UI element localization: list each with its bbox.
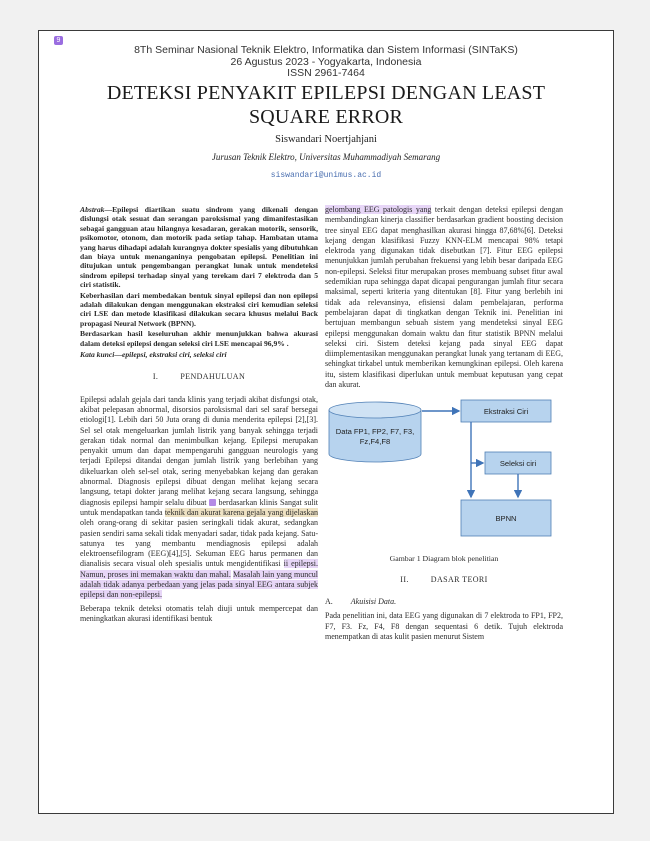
issn: ISSN 2961-7464 xyxy=(287,67,365,79)
section-1-title: PENDAHULUAN xyxy=(180,372,246,382)
abstract-p2: Keberhasilan dari membedakan bentuk sinyal epilepsi dan non epilepsi adalah dilakukan dengan menggunakan ekstraksi ciri kemudian seleksi ciri LSE dan metode klasifikasi dilakukan secara khusus melalui Back propagasi Neural Network (BPNN). xyxy=(80,290,318,328)
conference-header xyxy=(39,45,613,80)
title-line-2: SQUARE ERROR xyxy=(248,106,404,128)
intro-paragraph-1 xyxy=(80,395,318,601)
subsection-a-heading xyxy=(325,597,563,607)
selection-label: Seleksi ciri xyxy=(499,459,537,469)
abstract-p1 xyxy=(80,205,318,290)
section-1-heading xyxy=(80,372,318,382)
left-column xyxy=(80,205,318,627)
paper-title xyxy=(39,81,613,129)
right-column xyxy=(325,205,563,642)
author-affiliation: Jurusan Teknik Elektro, Universitas Muhammadiyah Semarang xyxy=(211,152,441,162)
author-name: Siswandari Noertjahjani xyxy=(275,134,377,145)
section-2-title: DASAR TEORI xyxy=(430,574,488,584)
section-1-number: I. xyxy=(152,372,159,382)
conference-date: 26 Agustus 2023 - Yogyakarta, Indonesia xyxy=(230,55,422,68)
data-label-line-2: Fz,F4,F8 xyxy=(359,437,391,447)
highlight-purple-3[interactable]: gelombang EEG patologis yang xyxy=(325,205,432,214)
intro-continuation xyxy=(325,205,563,390)
intro-continuation-text: terkait dengan deteksi epilepsi dengan membandingkan kinerja classifier berdasarkan gradient boosting decision tree sinyal EEG dapat menghasilkan akurasi hingga 87,68%[6]. Deteksi kejang dengan klasifikasi Fuzzy KNN-ELM mencapai 98% tetapi elektroda yang digunakan tidak disebutkan [7]. Fitur EEG epilepsi menunjukkan jumlah perubahan frekuensi yang lebih besar daripada EEG non-epilepsi. Seleksi fitur merupakan proses membuang subset fitur awal sedemikian rupa sehingga dapat dicapai pengurangan jumlah fitur secara maksimal, seperti kriteria yang ditentukan [8]. Fitur yang berlebih ini tidak ada relevansinya, efisiensi dalam pembelajaran, performa pembelajaran dapat di tingkatkan dengan Teknik ini. Penelitian ini bertujuan membangun sebuah sistem yang mendeteksi sinyal EEG epilepsi menggunakan domain waktu dan fitur statistik BPNN melalui seleksi ciri. Sistem deteksi kejang pada sinyal EEG dapat diimplementasikan menggunakan perangkat lunak yang tertanam di EEG, sehingkat tirkabel untuk memberikan kemungkinan epilepsi. Oleh karena itu, sistem klasifikasi diperlukan untuk membuat keputusan yang cepat dan akurat. xyxy=(325,205,563,390)
section-1-body xyxy=(80,395,318,625)
intro-text-a: Epilepsi adalah gejala dari tanda klinis yang terjadi akibat disfungsi otak, akibat pelepasan abnormal, disorsios paroksismal dari sel saraf bersegai etiologi[1]. Lebih dari 50 Juta orang di dunia menderita epilepsi [2],[3]. Sel sel otak mengeluarkan jumlah listrik yang banyak sehingga terjadi gerakan tidak normal dan menimbulkan kejang. Epilepsi merupakan penyakit umum dan dapat mempengaruhi gangguan neurologis yang terjadi Epilepsi ditandai dengan jumlah listrik yang berlebihan yang dikeluarkan oleh sel-sel otak, sering menyebabkan kejang dan gerakan abnormal. Diagnosis epilepsi dibuat dengan melihat kejang secara langsung, tetapi dokter jarang melihat kejang secara langsung, sehingga diagnosis epilepsi hampir selalu dibuat xyxy=(80,394,318,507)
intro-text-d: oleh orang-orang di sekitar pasien seringkali tidak akurat, sedangkan pasien sendiri sama sekali tidak menyadari sadar, tidak pada kejang. Satu-satunya tes yang membantu mendiagnosis epilepsi adalah elektroensefilogram (EEG)[4],[5]. Sekuman EEG harus permanen dan dianalisis secara visual oleh spesialis untuk mengidentifikasi xyxy=(80,518,318,569)
bpnn-label: BPNN xyxy=(495,514,517,524)
block-diagram xyxy=(325,398,563,548)
section-2-number: II. xyxy=(400,574,409,584)
block-diagram-svg xyxy=(325,398,563,548)
intro-paragraph-2: Beberapa teknik deteksi otomatis telah diuji untuk mempercepat dan meningkatkan akurasi identifikasi bentuk xyxy=(80,603,318,623)
subsection-a-number: A. xyxy=(325,596,333,606)
keywords: Kata kunci—epilepsi, ekstraksi ciri, seleksi ciri xyxy=(80,350,227,360)
title-line-1: DETEKSI PENYAKIT EPILEPSI DENGAN LEAST xyxy=(106,82,546,104)
abstract-text-1: —Epilepsi diartikan suatu sindrom yang dikenali dengan dislungsi otak sesuat dan serangan paroksismal yang dimanifestasikan sebagai gangguan atau hilangnya kesadaran, gerakan motorik, sensorik, psikomotor, otonom, dan motorik pada setiap tahap. Hambatan utama yang harus dihadapi adalah kurangnya dokter spesialis yang dibutuhkan dan biaya untuk menanganinya pengobatan epilepsi. Penelitian ini ditujukan untuk pengembangan perangkat lunak untuk mendeteksi sindrom epilepsi terhadap sinyal yang terekam dari 7 elektroda dan 5 ciri statistik. xyxy=(80,205,318,290)
highlight-purple-2[interactable]: Masalah lain yang muncul adalah tidak adanya perbedaan yang jelas pada sinyal EEG antara subjek epilepsi dan non-epilepsi. xyxy=(80,569,319,600)
figure-caption: Gambar 1 Diagram blok penelitian xyxy=(389,554,499,564)
data-label-line-1: Data FP1, FP2, F7, F3, xyxy=(335,427,415,437)
conference-name: 8Th Seminar Nasional Teknik Elektro, Informatika dan Sistem Informasi (SINTaKS) xyxy=(134,44,518,56)
extraction-label: Ekstraksi Ciri xyxy=(483,407,529,417)
highlight-tan-1[interactable]: teknik dan akurat karena gejala yang dijelaskan xyxy=(164,507,319,517)
intro-text-b: berdasarkan klinis Sangat sulit untuk mendapatkan tanda xyxy=(80,497,319,517)
highlight-purple-1[interactable]: ii epilepsi. Namun, proses ini memakan waktu dan mahal. xyxy=(80,559,318,579)
author-email[interactable]: siswandari@unimus.ac.id xyxy=(270,171,382,180)
section-2-heading xyxy=(325,575,563,585)
abstract xyxy=(80,205,318,348)
subsection-a-title: Akuisisi Data. xyxy=(350,596,397,606)
paper-page xyxy=(38,30,614,814)
highlight-marker-icon[interactable] xyxy=(209,499,216,506)
abstract-lead: Abstrak xyxy=(80,205,105,214)
data-acquisition-paragraph: Pada penelitian ini, data EEG yang digunakan di 7 elektroda to FP1, FP2, F7, F3. Fz, F4, F8 dengan sequentasi 6 detik. Tujuh elektroda menempatkan di atas kulit pasien menurut Sistem xyxy=(325,611,563,641)
abstract-p3: Berdasarkan hasil keseluruhan akhir menunjukkan bahwa akurasi dalam deteksi epilepsi dengan seleksi ciri LSE mencapai 96,9% . xyxy=(80,329,318,348)
page-badge-icon[interactable]: 9 xyxy=(54,36,63,45)
